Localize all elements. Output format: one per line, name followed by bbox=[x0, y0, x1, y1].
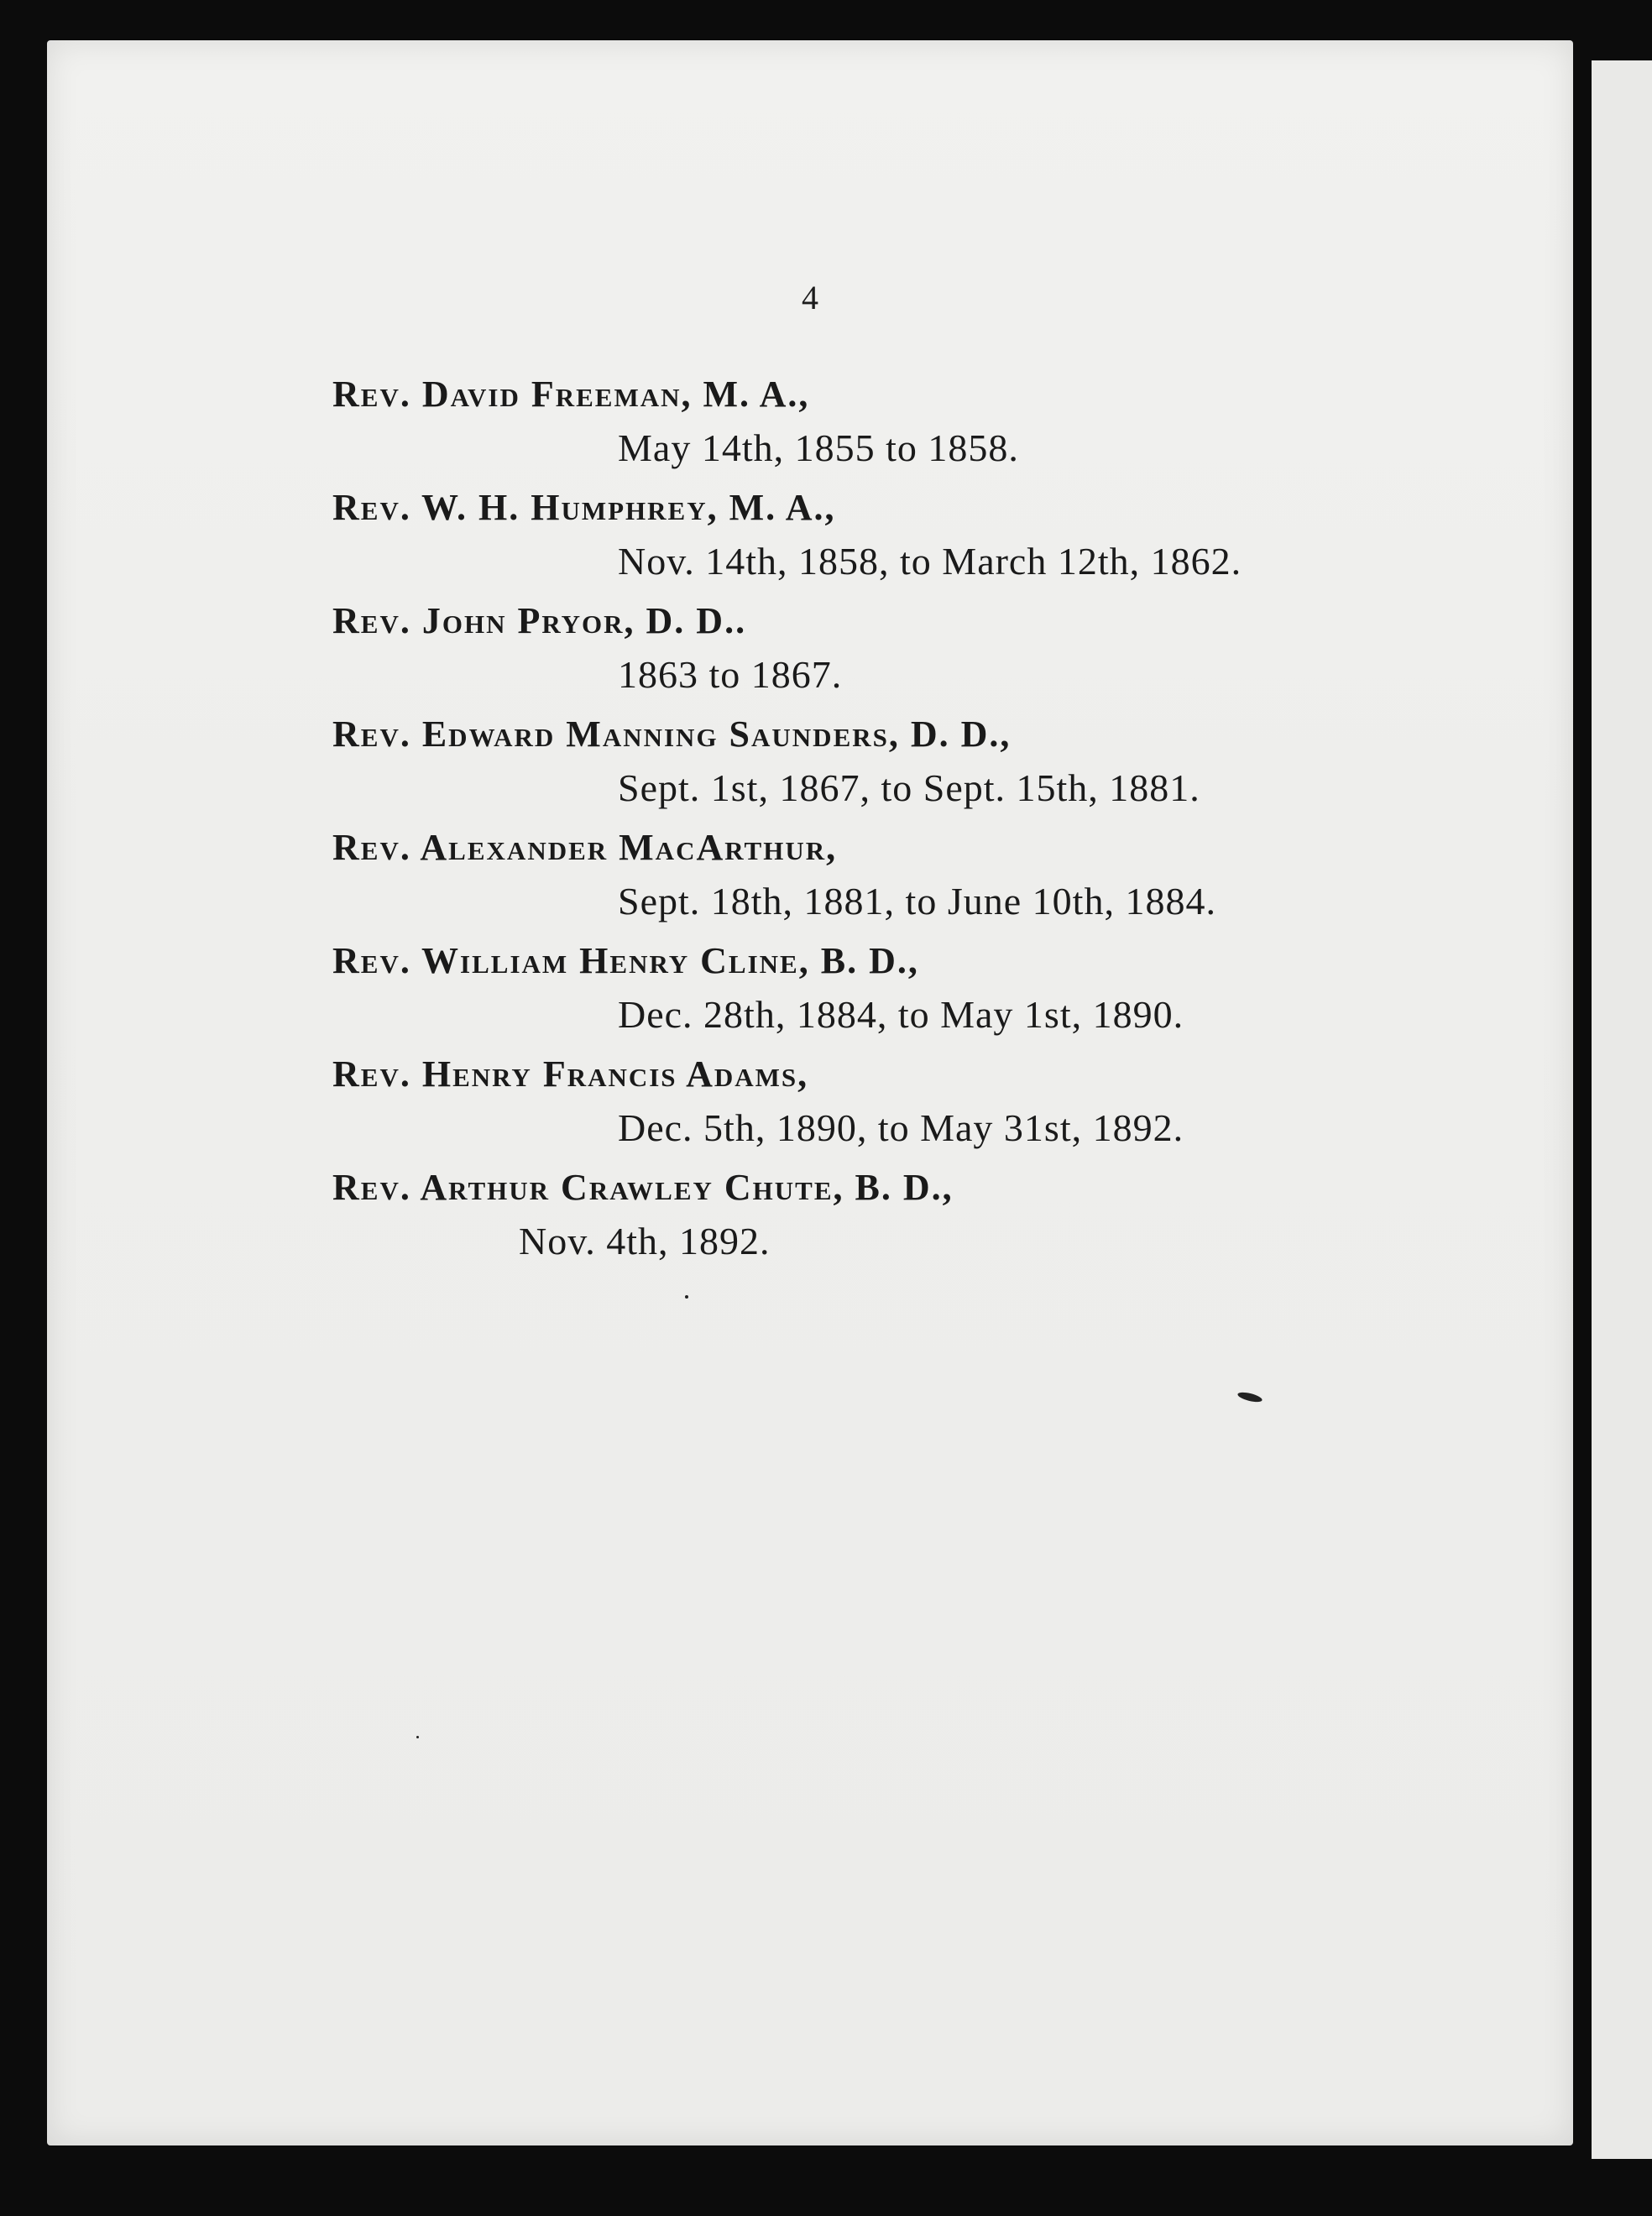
pastor-tenure: Nov. 4th, 1892. bbox=[519, 1220, 771, 1262]
adjacent-page-edge bbox=[1592, 60, 1652, 2159]
pastor-name: Rev. Edward Manning Saunders, D. D., bbox=[332, 713, 1012, 755]
pastor-name: Rev. Arthur Crawley Chute, B. D., bbox=[332, 1167, 954, 1208]
pastor-tenure: May 14th, 1855 to 1858. bbox=[618, 426, 1019, 469]
page-number: 4 bbox=[802, 279, 818, 316]
pastor-tenure: Sept. 1st, 1867, to Sept. 15th, 1881. bbox=[618, 766, 1200, 809]
pastor-name: Rev. David Freeman, M. A., bbox=[332, 374, 810, 415]
pastor-tenure: 1863 to 1867. bbox=[618, 653, 843, 696]
pastor-entry bbox=[332, 1049, 1184, 1157]
pastor-entry bbox=[332, 936, 1184, 1043]
pastor-entry bbox=[332, 823, 1216, 930]
pastor-entry bbox=[332, 483, 1242, 590]
pastor-tenure: Dec. 28th, 1884, to May 1st, 1890. bbox=[618, 993, 1184, 1036]
pastor-entry bbox=[332, 1163, 954, 1270]
pastor-name: Rev. Henry Francis Adams, bbox=[332, 1053, 809, 1095]
pastor-entry bbox=[332, 709, 1200, 817]
pastor-tenure: Sept. 18th, 1881, to June 10th, 1884. bbox=[618, 880, 1216, 922]
ink-speck bbox=[685, 1295, 688, 1299]
pastor-tenure: Dec. 5th, 1890, to May 31st, 1892. bbox=[618, 1106, 1184, 1149]
pastor-name: Rev. John Pryor, D. D.. bbox=[332, 600, 747, 641]
pastor-entry bbox=[332, 369, 1019, 477]
pastor-tenure: Nov. 14th, 1858, to March 12th, 1862. bbox=[618, 540, 1242, 583]
pastor-name: Rev. William Henry Cline, B. D., bbox=[332, 940, 919, 981]
pastor-entry bbox=[332, 596, 842, 703]
ink-speck bbox=[1236, 1391, 1263, 1404]
document-page bbox=[47, 40, 1573, 2145]
pastor-name: Rev. W. H. Humphrey, M. A., bbox=[332, 487, 836, 528]
ink-speck bbox=[416, 1736, 419, 1738]
pastor-name: Rev. Alexander MacArthur, bbox=[332, 827, 838, 868]
